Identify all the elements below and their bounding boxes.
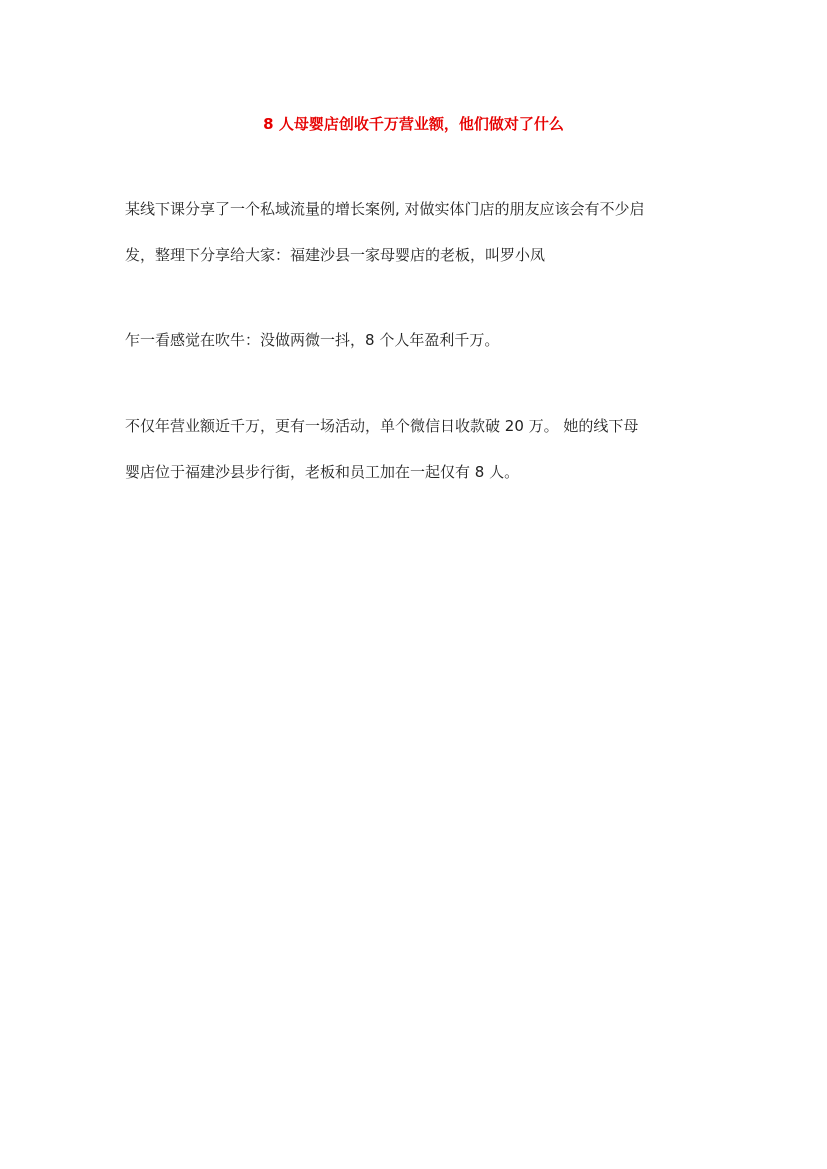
- paragraph-line: 婴店位于福建沙县步行街，老板和员工加在一起仅有 8 人。: [125, 463, 520, 481]
- paragraph-line: 乍一看感觉在吹牛：没做两微一抖，8 个人年盈利千万。: [125, 331, 500, 349]
- paragraph-line: 发，整理下分享给大家：福建沙县一家母婴店的老板，叫罗小凤: [125, 246, 546, 264]
- paragraph-first-impression: [125, 330, 710, 351]
- document-title: 8 人母婴店创收千万营业额，他们做对了什么: [263, 115, 564, 133]
- paragraph-line: 某线下课分享了一个私域流量的增长案例, 对做实体门店的朋友应该会有不少启: [125, 200, 645, 218]
- paragraph-line: 不仅年营业额近千万，更有一场活动，单个微信日收款破 20 万。 她的线下母: [125, 417, 639, 435]
- paragraph-intro: [125, 199, 710, 266]
- paragraph-revenue: [125, 416, 710, 483]
